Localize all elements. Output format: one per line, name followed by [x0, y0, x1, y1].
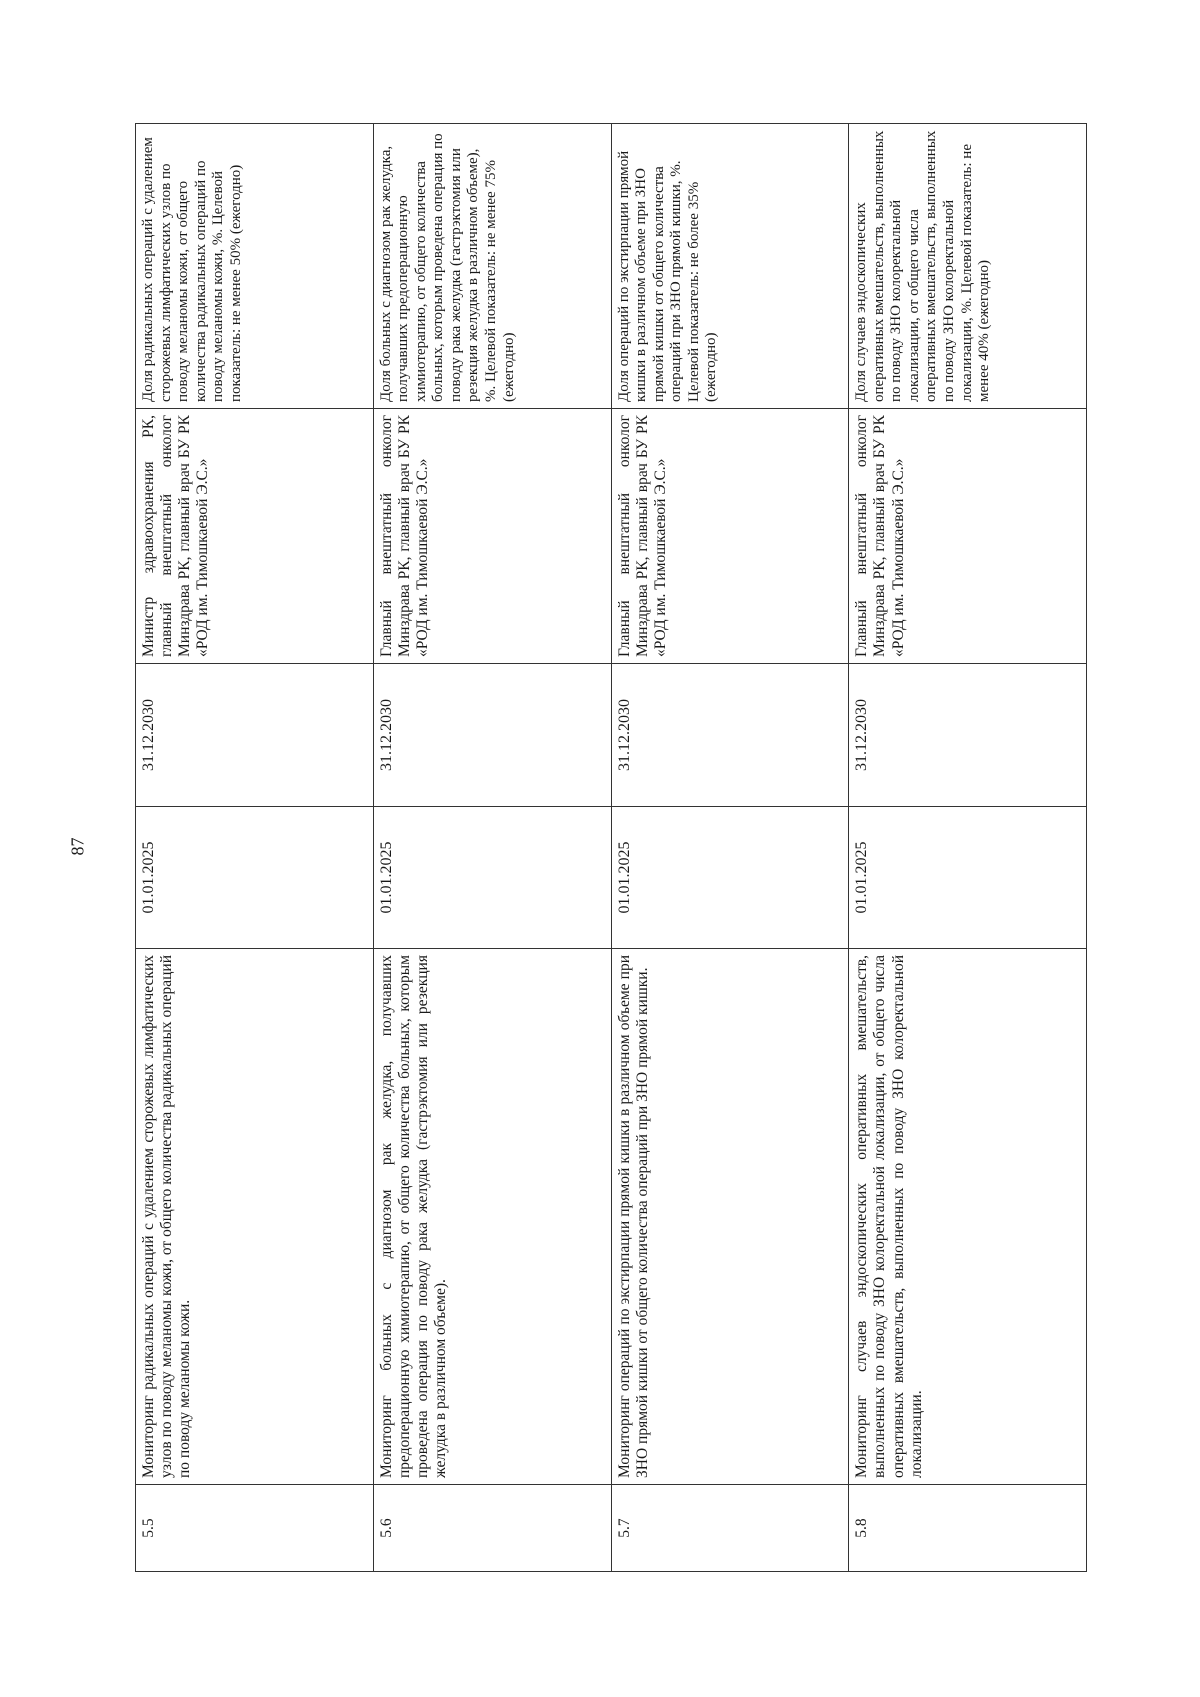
row-start-date: 01.01.2025: [849, 807, 1087, 949]
row-responsible: Главный внештатный онколог Минздрава РК, главный врач БУ РК «РОД им. Тимошкаевой Э.С.»: [611, 409, 849, 664]
row-responsible: Министр здравоохранения РК, главный внештатный онколог Минздрава РК, главный врач БУ РК «РОД им. Тимошкаевой Э.С.»: [136, 409, 374, 664]
row-number: 5.5: [136, 1485, 374, 1572]
table-row: [136, 124, 374, 1572]
table-row: [611, 124, 849, 1572]
row-description: Мониторинг операций по экстирпации прямой кишки в различном объеме при ЗНО прямой кишки от общего количества операций при ЗНО прямой кишки.: [611, 949, 849, 1485]
row-start-date: 01.01.2025: [373, 807, 611, 949]
row-number: 5.6: [373, 1485, 611, 1572]
row-number: 5.7: [611, 1485, 849, 1572]
row-responsible: Главный внештатный онколог Минздрава РК, главный врач БУ РК «РОД им. Тимошкаевой Э.С.»: [373, 409, 611, 664]
row-end-date: 31.12.2030: [373, 664, 611, 807]
row-responsible: Главный внештатный онколог Минздрава РК, главный врач БУ РК «РОД им. Тимошкаевой Э.С.»: [849, 409, 1087, 664]
row-description: Мониторинг радикальных операций с удалением сторожевых лимфатических узлов по поводу меланомы кожи, от общего количества радикальных операций по поводу меланомы кожи.: [136, 949, 374, 1485]
table-row: [373, 124, 611, 1572]
row-end-date: 31.12.2030: [136, 664, 374, 807]
row-end-date: 31.12.2030: [611, 664, 849, 807]
row-indicator: Доля случаев эндоскопических оперативных вмешательств, выполненных по поводу ЗНО колоректальной локализации, от общего числа оперативных вмешательств, выполненных по поводу ЗНО колоректальной локализации, %. Целевой показатель: не менее 40% (ежегодно): [849, 124, 1087, 409]
row-number: 5.8: [849, 1485, 1087, 1572]
row-start-date: 01.01.2025: [611, 807, 849, 949]
row-description: Мониторинг случаев эндоскопических оперативных вмешательств, выполненных по поводу ЗНО колоректальной локализации, от общего числа оперативных вмешательств, выполненных по поводу ЗНО колоректальной локализации.: [849, 949, 1087, 1485]
row-end-date: 31.12.2030: [849, 664, 1087, 807]
rotated-document: [135, 124, 1087, 1572]
page-number: 87: [67, 837, 88, 856]
table-row: [849, 124, 1087, 1572]
row-indicator: Доля операций по экстирпации прямой кишки в различном объеме при ЗНО прямой кишки от общего количества операций при ЗНО прямой кишки, %. Целевой показатель: не более 35% (ежегодно): [611, 124, 849, 409]
table-body: [136, 124, 1087, 1572]
row-description: Мониторинг больных с диагнозом рак желудка, получавших предоперационную химиотерапию, от общего количества больных, которым проведена операция по поводу рака желудка (гастрэктомия или резекция желудка в различном объеме).: [373, 949, 611, 1485]
measures-table: [135, 123, 1087, 1572]
row-indicator: Доля радикальных операций с удалением сторожевых лимфатических узлов по поводу меланомы кожи, от общего количества радикальных операций по поводу меланомы кожи, %. Целевой показатель: не менее 50% (ежегодно): [136, 124, 374, 409]
row-indicator: Доля больных с диагнозом рак желудка, получавших предоперационную химиотерапию, от общего количества больных, которым проведена операция по поводу рака желудка (гастрэктомия или резекция желудка в различном объеме), %. Целевой показатель: не менее 75% (ежегодно): [373, 124, 611, 409]
row-start-date: 01.01.2025: [136, 807, 374, 949]
